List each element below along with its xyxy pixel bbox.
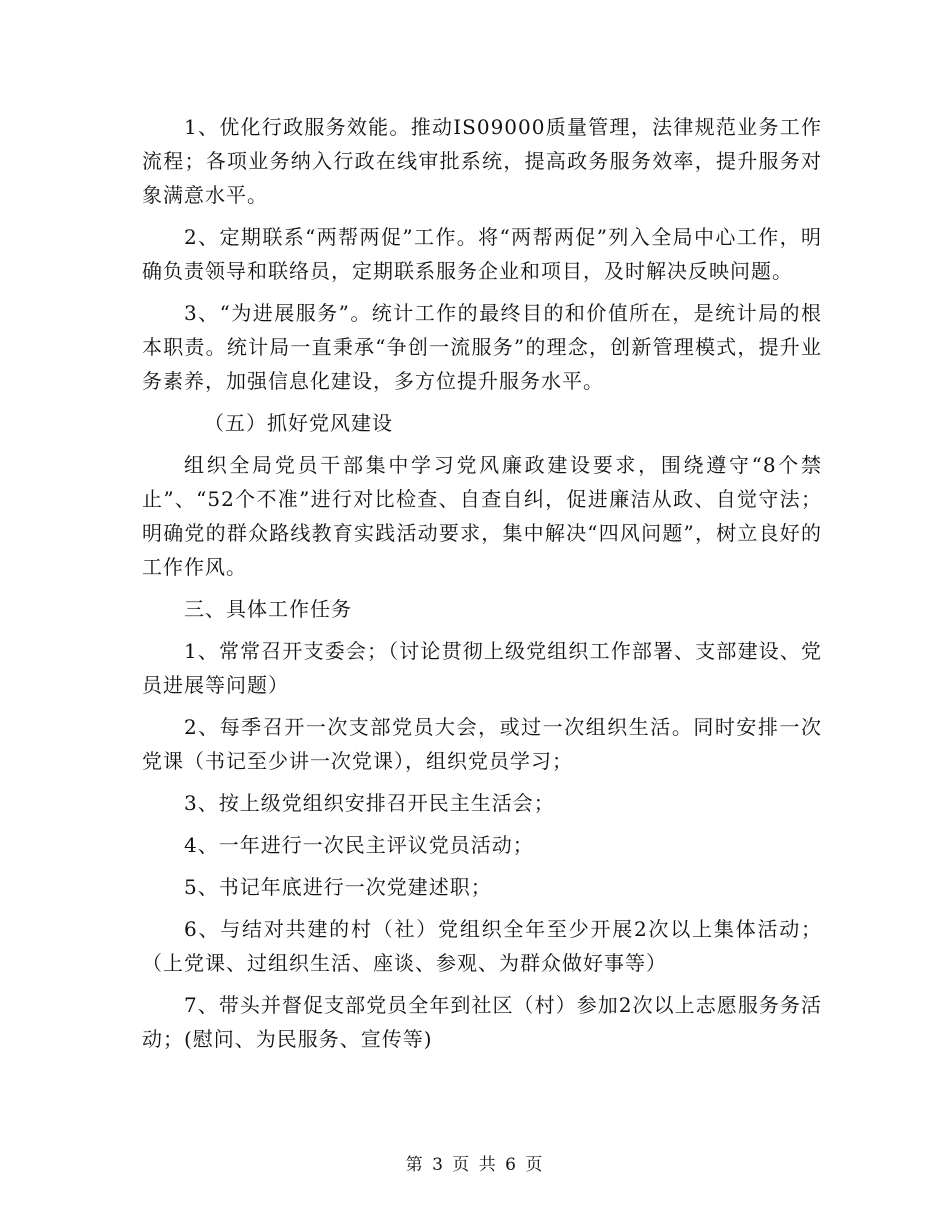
page-content: [142, 110, 822, 1064]
task-item-6: 6、与结对共建的村（社）党组织全年至少开展2次以上集体活动；（上党课、过组织生活、座谈、参观、为群众做好事等）: [142, 917, 822, 975]
section-heading-tasks: 三、具体工作任务: [184, 597, 352, 621]
task-item-2: 2、每季召开一次支部党员大会，或过一次组织生活。同时安排一次党课（书记至少讲一次党课），组织党员学习；: [142, 715, 822, 773]
task-item-5: 5、书记年底进行一次党建述职；: [184, 875, 492, 899]
task-item-4: 4、一年进行一次民主评议党员活动；: [184, 833, 534, 857]
task-item-7: 7、带头并督促支部党员全年到社区（村）参加2次以上志愿服务务活动；(慰问、为民服务、宣传等): [142, 993, 822, 1051]
page-number-footer: 第 3 页 共 6 页: [405, 1155, 545, 1175]
task-item-1: 1、常常召开支委会；（讨论贯彻上级党组织工作部署、支部建设、党员进展等问题）: [142, 639, 822, 697]
task-item-3: 3、按上级党组织安排召开民主生活会；: [184, 791, 555, 815]
paragraph-party-style: 组织全局党员干部集中学习党风廉政建设要求，围绕遵守“8个禁止”、“52个不准”进行对比检查、自查自纠，促进廉洁从政、自觉守法；明确党的群众路线教育实践活动要求，集中解决“四风问题”，树立良好的工作作风。: [142, 453, 822, 579]
paragraph-service-efficiency: 1、优化行政服务效能。推动IS09000质量管理，法律规范业务工作流程；各项业务纳入行政在线审批系统，提高政务服务效率，提升服务对象满意水平。: [142, 115, 822, 207]
section-heading-party-style: （五）抓好党风建设: [204, 411, 393, 435]
paragraph-serve-development: 3、“为进展服务”。统计工作的最终目的和价值所在，是统计局的根本职责。统计局一直秉承“争创一流服务”的理念，创新管理模式，提升业务素养，加强信息化建设，多方位提升服务水平。: [142, 301, 822, 393]
paragraph-liangbang-liangcu: 2、定期联系“两帮两促”工作。将“两帮两促”列入全局中心工作，明确负责领导和联络员，定期联系服务企业和项目，及时解决反映问题。: [142, 225, 822, 283]
